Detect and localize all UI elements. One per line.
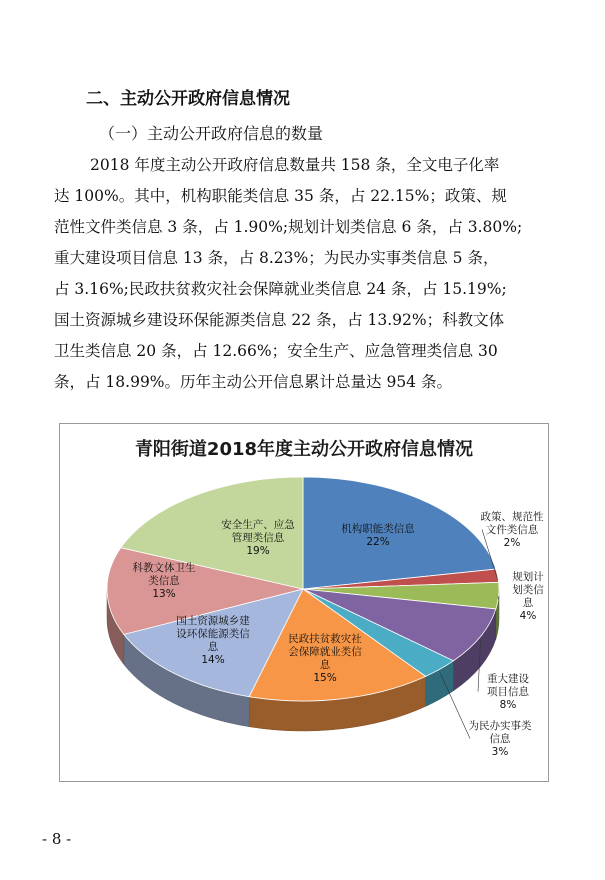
slice-label: 会保障就业类信: [288, 646, 362, 658]
slice-label: 14%: [201, 654, 225, 666]
slice-label: 管理类信息: [231, 532, 285, 544]
slice-label: 信息: [489, 733, 511, 745]
slice-label: 为民办实事类: [468, 720, 532, 732]
pie-chart: [59, 423, 549, 782]
slice-label: 机构职能类信息: [341, 523, 415, 535]
slice-label: 科教文体卫生: [132, 562, 196, 574]
paragraph-line: 条，占 18.99%。历年主动公开信息累计总量达 954 条。: [54, 373, 452, 391]
slice-label: 息: [522, 597, 534, 609]
slice-label: 息: [207, 641, 219, 653]
slice-label: 2%: [503, 537, 521, 549]
slice-label: 设环保能源类信: [176, 628, 250, 640]
slice-label: 息: [319, 659, 331, 671]
slice-label: 8%: [499, 699, 517, 711]
paragraph-line: 卫生类信息 20 条，占 12.66%；安全生产、应急管理类信息 30: [54, 342, 498, 360]
section-heading: 二、主动公开政府信息情况: [86, 89, 290, 109]
slice-label: 15%: [313, 672, 337, 684]
paragraph-line: 占 3.16%;民政扶贫救灾社会保障就业类信息 24 条，占 15.19%;: [54, 280, 507, 298]
slice-label: 重大建设: [487, 673, 529, 685]
paragraph-line: 国土资源城乡建设环保能源类信息 22 条，占 13.92%；科教文体: [54, 311, 505, 329]
slice-label: 规划计: [512, 571, 544, 583]
slice-label: 划类信: [512, 584, 544, 596]
paragraph-line: 达 100%。其中，机构职能类信息 35 条，占 22.15%；政策、规: [54, 187, 507, 205]
paragraph-line: 2018 年度主动公开政府信息数量共 158 条，全文电子化率: [90, 156, 500, 174]
slice-label: 13%: [152, 588, 176, 600]
slice-label: 4%: [519, 610, 537, 622]
slice-label: 3%: [491, 746, 509, 758]
slice-label: 安全生产、应急: [221, 519, 295, 531]
slice-label: 国土资源城乡建: [176, 615, 250, 627]
slice-label: 政策、规范性: [480, 511, 544, 523]
body-paragraph: [54, 150, 554, 398]
slice-label: 文件类信息: [485, 524, 539, 536]
paragraph-line: 范性文件类信息 3 条，占 1.90%;规划计划类信息 6 条，占 3.80%;: [54, 218, 523, 236]
chart-title: 青阳街道2018年度主动公开政府信息情况: [134, 439, 474, 460]
slice-label: 民政扶贫救灾社: [288, 633, 362, 645]
pie-chart-canvas: [60, 424, 548, 781]
page-number: - 8 -: [42, 830, 72, 848]
slice-label: 项目信息: [487, 686, 529, 698]
slice-label: 类信息: [148, 575, 180, 587]
slice-label: 19%: [246, 545, 270, 557]
paragraph-line: 重大建设项目信息 13 条，占 8.23%；为民办实事类信息 5 条，: [54, 249, 499, 267]
slice-label: 22%: [366, 536, 390, 548]
subsection-heading: （一）主动公开政府信息的数量: [99, 124, 324, 143]
